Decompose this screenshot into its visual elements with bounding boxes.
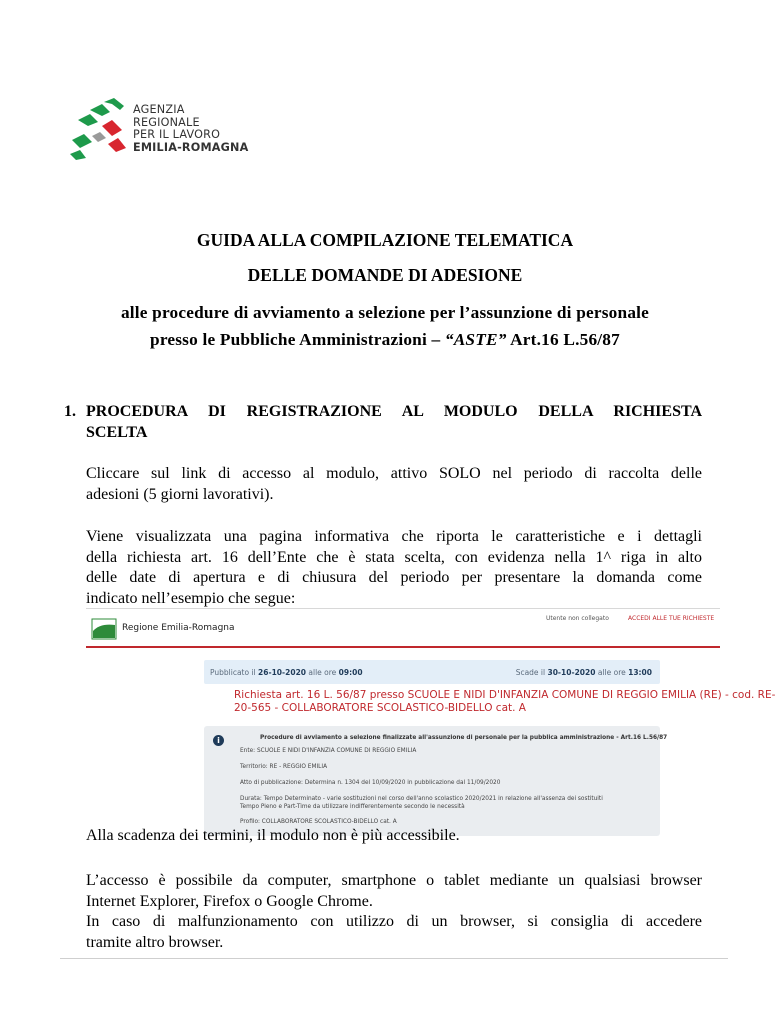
p3-line: Alla scadenza dei termini, il modulo non è più accessibile.: [86, 827, 460, 844]
detail-ente: Ente: SCUOLE E NIDI D'INFANZIA COMUNE DI REGGIO EMILIA: [240, 748, 417, 754]
paragraph-deadline: [86, 826, 702, 847]
p5-line-1: In caso di malfunzionamento con utilizzo di un browser, si consiglia di accedere: [86, 913, 702, 930]
page-bottom-rule: [60, 958, 728, 959]
agency-logo: [68, 96, 268, 166]
paragraph-info-page: [86, 527, 702, 609]
section-title-line-1: PROCEDURA DI REGISTRAZIONE AL MODULO DELLA RICHIESTA: [86, 403, 702, 420]
p2-line-1: Viene visualizzata una pagina informativa che riporta le caratteristiche e i dettagli: [86, 528, 702, 545]
header-divider: [86, 646, 720, 648]
p1-line-2: adesioni (5 giorni lavorativi).: [86, 485, 274, 503]
agency-logo-mark-icon: [68, 96, 130, 162]
example-screenshot: [86, 608, 775, 825]
region-logo-icon: [92, 619, 116, 639]
p5-line-2: tramite altro browser.: [86, 933, 224, 951]
subtitle-text-a: presso le Pubbliche Amministrazioni –: [150, 330, 445, 349]
publication-dates-bar: [204, 660, 660, 684]
detail-atto: Atto di pubblicazione: Determina n. 1304 del 10/09/2020 in pubblicazione dal 11/09/2020: [240, 780, 501, 786]
access-requests-link[interactable]: ACCEDI ALLE TUE RICHIESTE: [628, 615, 715, 622]
p2-line-3: delle date di apertura e di chiusura del periodo per presentare la domanda come: [86, 569, 702, 586]
doc-subtitle-line-1: alle procedure di avviamento a selezione per l’assunzione di personale: [120, 303, 650, 322]
logo-line-2: REGIONALE: [133, 115, 200, 129]
request-title-line-1: Richiesta art. 16 L. 56/87 presso SCUOLE E NIDI D'INFANZIA COMUNE DI REGGIO EMILIA (RE) - cod. RE-: [234, 689, 775, 701]
expiry-date: Scade il 30-10-2020 alle ore 13:00: [515, 668, 652, 677]
detail-durata: Durata: Tempo Determinato - varie sostituzioni nel corso dell'anno scolastico 2020/2021 in relazione all'assenza dei sostituiti: [240, 796, 603, 802]
doc-title-line-1: GUIDA ALLA COMPILAZIONE TELEMATICA: [196, 230, 574, 250]
detail-territorio: Territorio: RE - REGGIO EMILIA: [240, 764, 328, 770]
paragraph-devices: [86, 871, 702, 953]
detail-profilo: Profilo: COLLABORATORE SCOLASTICO-BIDELLO cat. A: [240, 819, 397, 825]
detail-tempo: Tempo Pieno e Part-Time da utilizzare indifferentemente secondo le necessità: [240, 804, 465, 810]
section-title-line-2: SCELTA: [86, 424, 148, 441]
paragraph-access-link: [86, 464, 702, 505]
info-icon: i: [213, 735, 224, 746]
p4-line-2: Internet Explorer, Firefox o Google Chrome.: [86, 892, 373, 910]
region-name: Regione Emilia-Romagna: [122, 623, 235, 633]
logo-line-3: PER IL LAVORO: [133, 128, 221, 142]
subtitle-aste: “ASTE”: [444, 330, 507, 349]
request-title: [234, 689, 775, 715]
subtitle-text-c: Art.16 L.56/87: [506, 330, 620, 349]
published-date: Pubblicato il 26-10-2020 alle ore 09:00: [210, 668, 363, 677]
details-box-title: Procedure di avviamento a selezione finalizzate all'assunzione di personale per la pubblica amministrazione - Art.16 L.56/87: [260, 735, 668, 741]
doc-title-line-2: DELLE DOMANDE DI ADESIONE: [247, 265, 523, 285]
p2-line-4: indicato nell’esempio che segue:: [86, 589, 296, 607]
screenshot-header: [86, 608, 720, 647]
p2-line-2: della richiesta art. 16 dell’Ente che è stata scelta, con evidenza nella 1^ riga in alto: [86, 548, 702, 566]
request-details-box: [204, 726, 668, 836]
logo-line-4: EMILIA-ROMAGNA: [133, 141, 249, 155]
section-number: 1.: [64, 403, 76, 420]
user-status-link[interactable]: Utente non collegato: [546, 615, 609, 622]
agency-logo-text: [133, 104, 248, 155]
p4-line-1: L’accesso è possibile da computer, smartphone o tablet mediante un qualsiasi browser: [86, 872, 702, 889]
p1-line-1: Cliccare sul link di accesso al modulo, attivo SOLO nel periodo di raccolta delle: [86, 465, 702, 482]
section-heading-1: [64, 401, 702, 443]
request-title-line-2: 20-565 - COLLABORATORE SCOLASTICO-BIDELLO cat. A: [234, 702, 526, 714]
logo-line-1: AGENZIA: [133, 103, 185, 116]
doc-subtitle-line-2: [40, 328, 730, 352]
